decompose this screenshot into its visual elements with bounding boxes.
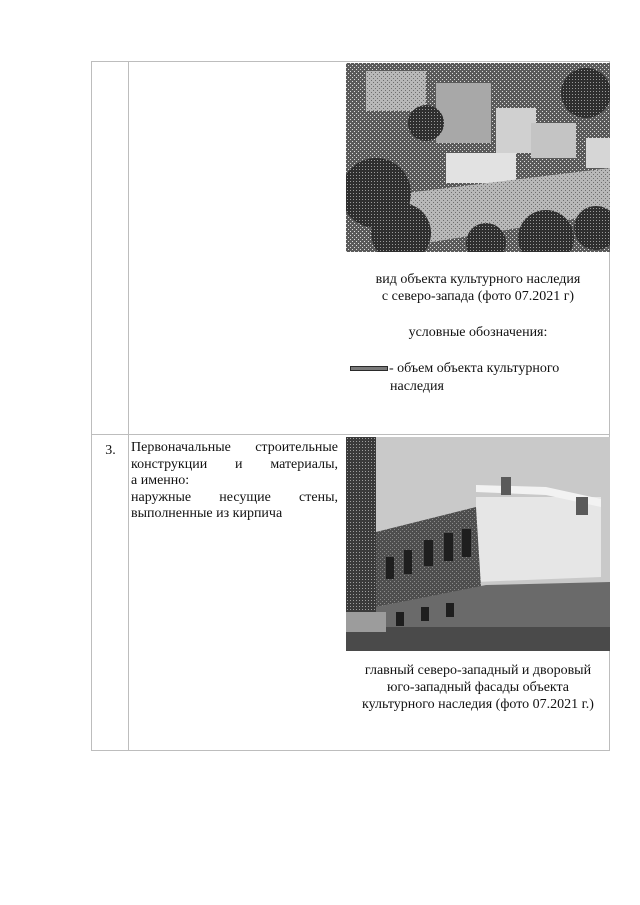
caption-line: культурного наследия (фото 07.2021 г.) <box>362 697 594 712</box>
legend-title: условные обозначения: <box>408 325 548 340</box>
legend-swatch <box>350 366 388 371</box>
description-line: конструкции и материалы, <box>131 456 338 472</box>
row-number: 3. <box>105 443 116 458</box>
description-line: а именно: <box>131 473 190 488</box>
caption-line: вид объекта культурного наследия <box>375 272 581 287</box>
table-bottom-border <box>91 750 610 751</box>
description-line: выполненные из кирпича <box>131 506 283 521</box>
caption-line: с северо-запада (фото 07.2021 г) <box>381 289 575 304</box>
photo-caption-1 <box>346 271 610 305</box>
description-line: наружные несущие стены, <box>131 489 338 505</box>
aerial-photo <box>346 63 610 252</box>
facade-photo <box>346 437 610 651</box>
caption-line: юго-западный фасады объекта <box>386 680 570 695</box>
table-top-border <box>91 61 610 62</box>
row-divider <box>91 434 610 435</box>
photo-caption-2 <box>346 662 610 713</box>
row-description <box>131 440 338 523</box>
description-line: Первоначальные строительные <box>131 440 338 455</box>
caption-line: главный северо-западный и дворовый <box>364 663 592 678</box>
legend-item-text: - объем объекта культурного <box>389 361 560 376</box>
legend-item-text-line2: наследия <box>390 379 444 394</box>
table-col-divider <box>128 61 129 750</box>
table-left-border <box>91 61 92 750</box>
